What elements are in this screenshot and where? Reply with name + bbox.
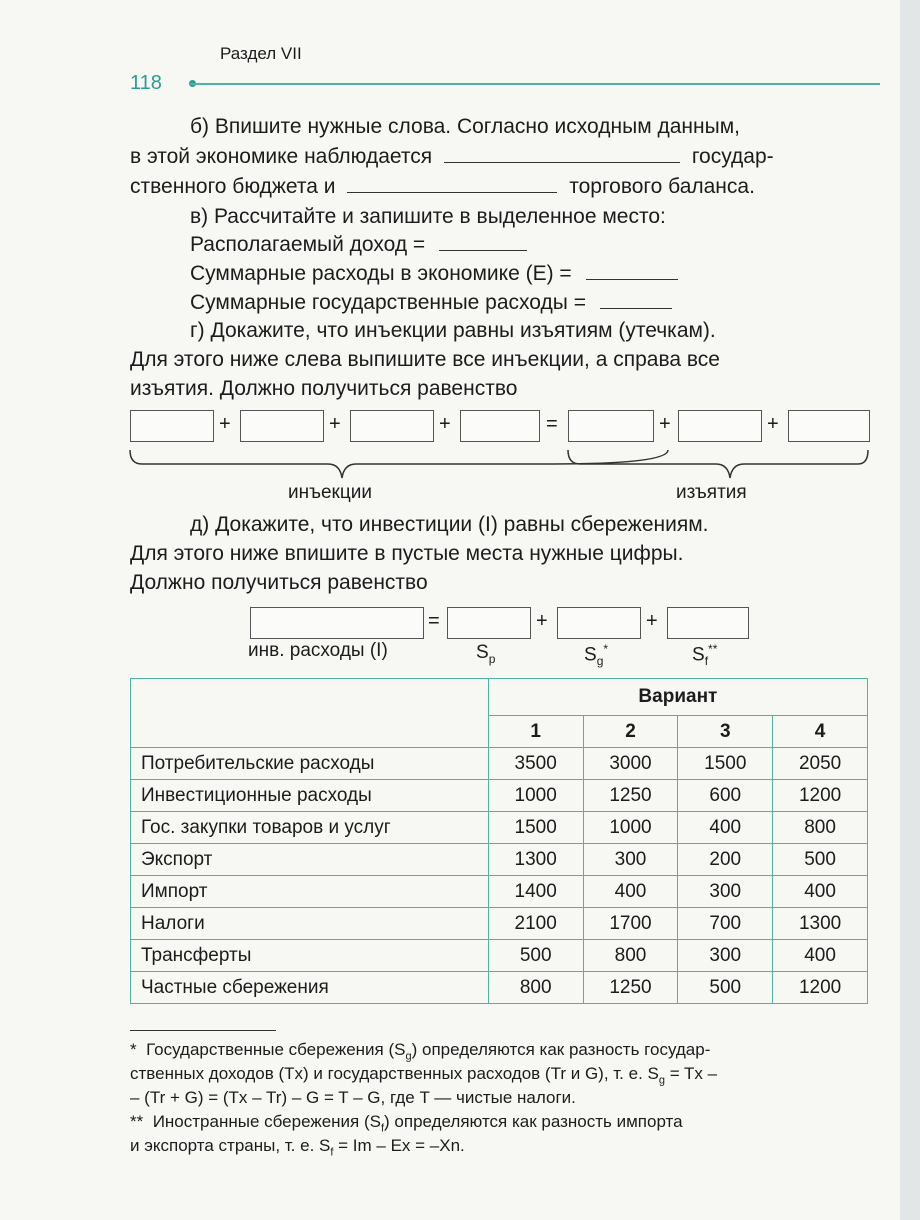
header-rule <box>190 83 880 85</box>
investment-box[interactable] <box>250 607 424 639</box>
table-row <box>131 972 868 1004</box>
value-cell: 3500 <box>488 748 583 780</box>
task-b-line2-end: государ- <box>691 145 774 168</box>
row-label: Налоги <box>131 908 489 940</box>
footnote-rule <box>130 1030 276 1031</box>
table-row <box>131 844 868 876</box>
row-label: Импорт <box>131 876 489 908</box>
row-label: Гос. закупки товаров и услуг <box>131 812 489 844</box>
foreign-savings-label: $S_f^{**}$ <box>692 642 718 669</box>
value-cell: 400 <box>583 876 678 908</box>
value-cell: 700 <box>678 908 773 940</box>
row-label: Экспорт <box>131 844 489 876</box>
task-b-line2 <box>130 142 774 172</box>
gov-expenditure-label: Суммарные государственные расходы = <box>190 291 586 314</box>
footnote-2-line1: ** Иностранные сбережения $(S_f)$ определяются как разность импорта <box>130 1112 683 1135</box>
plus-sign: + <box>329 413 341 435</box>
footnote-1-line3: – (Tr + G) = (Tx – Tr) – G = T – G, где T — чистые налоги. <box>130 1088 576 1107</box>
column-header: 1 <box>488 716 583 748</box>
variants-table <box>130 678 868 1004</box>
equals-sign: = <box>428 610 440 632</box>
column-header: 3 <box>678 716 773 748</box>
task-v-item1 <box>190 230 527 260</box>
braces <box>128 448 870 484</box>
private-savings-label: $S_p$ <box>476 642 496 666</box>
injections-label: инъекции <box>288 482 372 503</box>
task-b-line2-start: в этой экономике наблюдается <box>130 145 433 168</box>
investment-label: инв. расходы (I) <box>248 640 388 661</box>
footnote-2-line2: и экспорта страны, т. е. $S_f = Im - Ex = -Xn$. <box>130 1136 465 1159</box>
value-cell: 300 <box>583 844 678 876</box>
foreign-savings-box[interactable] <box>667 607 749 639</box>
injection-box-1[interactable] <box>130 410 214 442</box>
task-g-line3: изъятия. Должно получиться равенство <box>130 377 518 400</box>
column-header: 4 <box>773 716 868 748</box>
task-v-line1: в) Рассчитайте и запишите в выделенное место: <box>190 205 666 228</box>
plus-sign: + <box>767 413 779 435</box>
value-cell: 1400 <box>488 876 583 908</box>
plus-sign: + <box>439 413 451 435</box>
task-b-line3-end: торгового баланса. <box>569 175 755 198</box>
equals-sign: = <box>546 413 558 435</box>
value-cell: 500 <box>773 844 868 876</box>
plus-sign: + <box>659 413 671 435</box>
column-header: 2 <box>583 716 678 748</box>
table-row <box>131 780 868 812</box>
disposable-income-label: Располагаемый доход = <box>190 233 426 256</box>
trade-balance-blank[interactable] <box>347 174 557 193</box>
injection-box-4[interactable] <box>460 410 540 442</box>
footnote-1-line1: * Государственные сбережения $(S_g)$ определяются как разность государ- <box>130 1040 711 1063</box>
plus-sign: + <box>646 610 658 632</box>
task-v-item2 <box>190 259 678 289</box>
task-g-line2: Для этого ниже слева выпишите все инъекции, а справа все <box>130 348 720 371</box>
injection-box-3[interactable] <box>350 410 434 442</box>
value-cell: 400 <box>678 812 773 844</box>
footnote-1-line2: ственных доходов (Tx) и государственных расходов (Tr и G), т. е. $S_g = Tx$ – <box>130 1064 718 1087</box>
value-cell: 300 <box>678 876 773 908</box>
value-cell: 3000 <box>583 748 678 780</box>
budget-blank[interactable] <box>444 144 680 163</box>
task-d-line3: Должно получиться равенство <box>130 571 428 594</box>
page-edge <box>900 0 920 1220</box>
withdrawal-box-3[interactable] <box>788 410 870 442</box>
value-cell: 1250 <box>583 780 678 812</box>
table-row <box>131 940 868 972</box>
value-cell: 1200 <box>773 780 868 812</box>
task-d-line2: Для этого ниже впишите в пустые места нужные цифры. <box>130 542 684 565</box>
value-cell: 1500 <box>678 748 773 780</box>
task-b-line3-start: ственного бюджета и <box>130 175 336 198</box>
injection-box-2[interactable] <box>240 410 324 442</box>
table-corner-cell <box>131 679 489 748</box>
value-cell: 500 <box>678 972 773 1004</box>
value-cell: 800 <box>583 940 678 972</box>
task-d-line1: д) Докажите, что инвестиции (I) равны сбережениям. <box>190 513 709 536</box>
task-b-line1: б) Впишите нужные слова. Согласно исходным данным, <box>190 115 740 138</box>
row-label: Потребительские расходы <box>131 748 489 780</box>
table-header-row <box>131 679 868 716</box>
gov-expenditure-blank[interactable] <box>600 290 672 309</box>
value-cell: 1300 <box>773 908 868 940</box>
row-label: Инвестиционные расходы <box>131 780 489 812</box>
value-cell: 1000 <box>583 812 678 844</box>
private-savings-box[interactable] <box>447 607 531 639</box>
gov-savings-box[interactable] <box>557 607 641 639</box>
value-cell: 2100 <box>488 908 583 940</box>
disposable-income-blank[interactable] <box>439 232 527 251</box>
value-cell: 300 <box>678 940 773 972</box>
total-expenditure-label: Суммарные расходы в экономике (E) = <box>190 262 572 285</box>
row-label: Частные сбережения <box>131 972 489 1004</box>
plus-sign: + <box>219 413 231 435</box>
value-cell: 200 <box>678 844 773 876</box>
table-row <box>131 748 868 780</box>
page-number: 118 <box>130 72 162 94</box>
value-cell: 800 <box>488 972 583 1004</box>
withdrawals-label: изъятия <box>676 482 747 503</box>
value-cell: 800 <box>773 812 868 844</box>
value-cell: 600 <box>678 780 773 812</box>
value-cell: 2050 <box>773 748 868 780</box>
withdrawal-box-1[interactable] <box>568 410 654 442</box>
value-cell: 1000 <box>488 780 583 812</box>
plus-sign: + <box>536 610 548 632</box>
section-title: Раздел VII <box>220 44 302 63</box>
value-cell: 1500 <box>488 812 583 844</box>
variant-header: Вариант <box>488 679 867 716</box>
table-row <box>131 876 868 908</box>
table-row <box>131 908 868 940</box>
value-cell: 1250 <box>583 972 678 1004</box>
table-row <box>131 812 868 844</box>
value-cell: 1200 <box>773 972 868 1004</box>
value-cell: 1700 <box>583 908 678 940</box>
task-b-line3 <box>130 172 755 202</box>
value-cell: 500 <box>488 940 583 972</box>
value-cell: 400 <box>773 876 868 908</box>
total-expenditure-blank[interactable] <box>586 261 678 280</box>
task-g-line1: г) Докажите, что инъекции равны изъятиям (утечкам). <box>190 319 716 342</box>
withdrawal-box-2[interactable] <box>678 410 762 442</box>
value-cell: 1300 <box>488 844 583 876</box>
task-v-item3 <box>190 288 672 318</box>
row-label: Трансферты <box>131 940 489 972</box>
value-cell: 400 <box>773 940 868 972</box>
gov-savings-label: $S_g^*$ <box>584 642 609 669</box>
